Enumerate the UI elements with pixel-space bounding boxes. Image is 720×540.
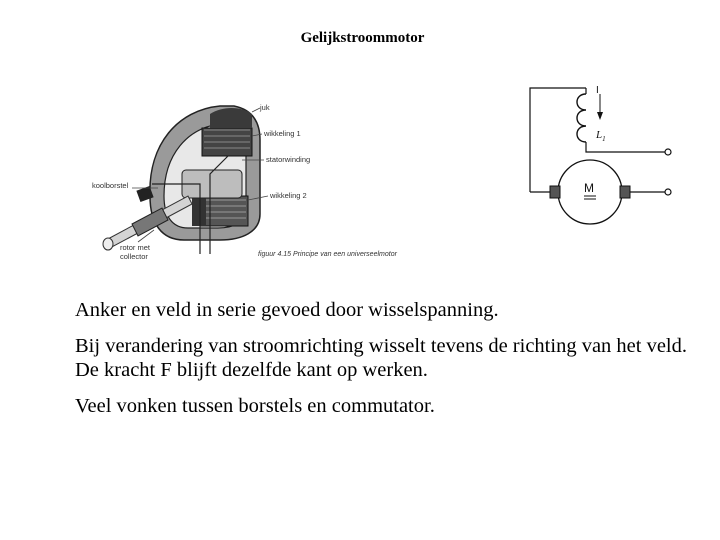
- inductor-label: $L_1$: [596, 129, 606, 143]
- label-juk: juk: [260, 103, 270, 112]
- universal-motor-figure: [92, 84, 412, 264]
- motor-label: M: [584, 181, 594, 195]
- terminal-bottom: [665, 189, 671, 195]
- winding-top-dark: [210, 108, 252, 128]
- paragraph-series-feed: Anker en veld in serie gevoed door wisselspanning.: [75, 299, 499, 321]
- label-koolborstel: koolborstel: [92, 181, 129, 190]
- label-statorwinding: statorwinding: [266, 155, 311, 164]
- label-wikkeling-1: wikkeling 1: [264, 129, 301, 138]
- inductor-coil: [577, 94, 586, 142]
- terminal-top: [665, 149, 671, 155]
- paragraph-sparks: Veel vonken tussen borstels en commutator.: [75, 395, 435, 417]
- paragraph-field-direction: Bij verandering van stroomrichting wisselt tevens de richting van het veld. De kracht F blijft dezelfde kant op werken.: [75, 335, 688, 381]
- current-label: I: [596, 85, 599, 96]
- brush-left: [550, 186, 560, 198]
- brush-right: [620, 186, 630, 198]
- label-wikkeling-2: wikkeling 2: [270, 191, 307, 200]
- label-rotor-line-1: rotor met: [120, 243, 151, 252]
- slide-body: [75, 298, 715, 430]
- figure-caption: figuur 4.15 Principe van een universeelmotor: [258, 251, 397, 258]
- label-rotor-line-2: collector: [120, 252, 148, 261]
- series-motor-schematic: [508, 80, 698, 230]
- slide-title: Gelijkstroommotor: [300, 30, 425, 46]
